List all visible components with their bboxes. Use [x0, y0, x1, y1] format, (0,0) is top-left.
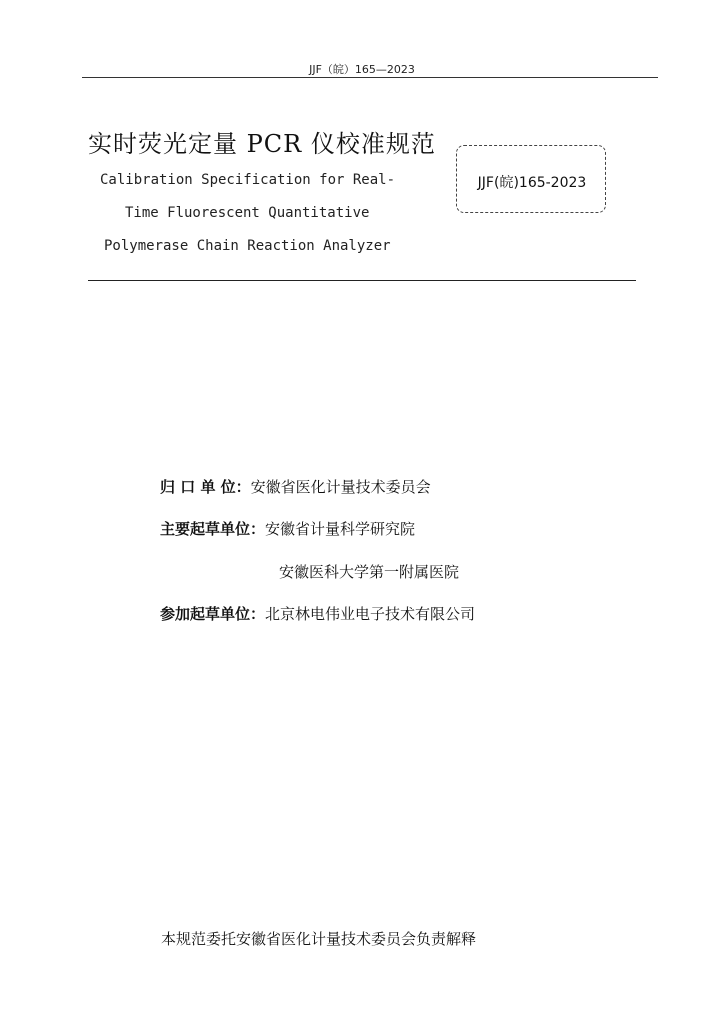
- document-code-box-text: JJF(皖)165-2023: [477, 175, 587, 191]
- main-drafting-value-1: 安徽省计量科学研究院: [265, 520, 416, 538]
- header-rule: [82, 77, 658, 78]
- info-row-main-drafting-2: [279, 561, 459, 582]
- footer-interpretation-note: 本规范委托安徽省医化计量技术委员会负责解释: [161, 930, 477, 948]
- centralized-unit-label: 归 口 单 位：: [160, 478, 251, 496]
- main-drafting-value-2: 安徽医科大学第一附属医院: [279, 563, 460, 581]
- centralized-unit-value: 安徽省医化计量技术委员会: [250, 478, 431, 496]
- main-drafting-label: 主要起草单位：: [160, 520, 266, 538]
- title-chinese: 实时荧光定量 PCR 仪校准规范: [88, 130, 436, 158]
- info-row-main-drafting: [160, 518, 415, 539]
- participating-unit-value: 北京林电伟业电子技术有限公司: [265, 605, 476, 623]
- header-document-code: JJF（皖）165—2023: [309, 63, 415, 76]
- info-row-participating: [160, 603, 475, 624]
- participating-unit-label: 参加起草单位：: [160, 605, 266, 623]
- title-english-line-3: Polymerase Chain Reaction Analyzer: [104, 238, 391, 254]
- title-english-line-1: Calibration Specification for Real-: [100, 172, 396, 188]
- title-english-line-2: Time Fluorescent Quantitative: [125, 205, 370, 221]
- title-rule: [88, 280, 636, 281]
- info-row-centralized: [160, 476, 431, 497]
